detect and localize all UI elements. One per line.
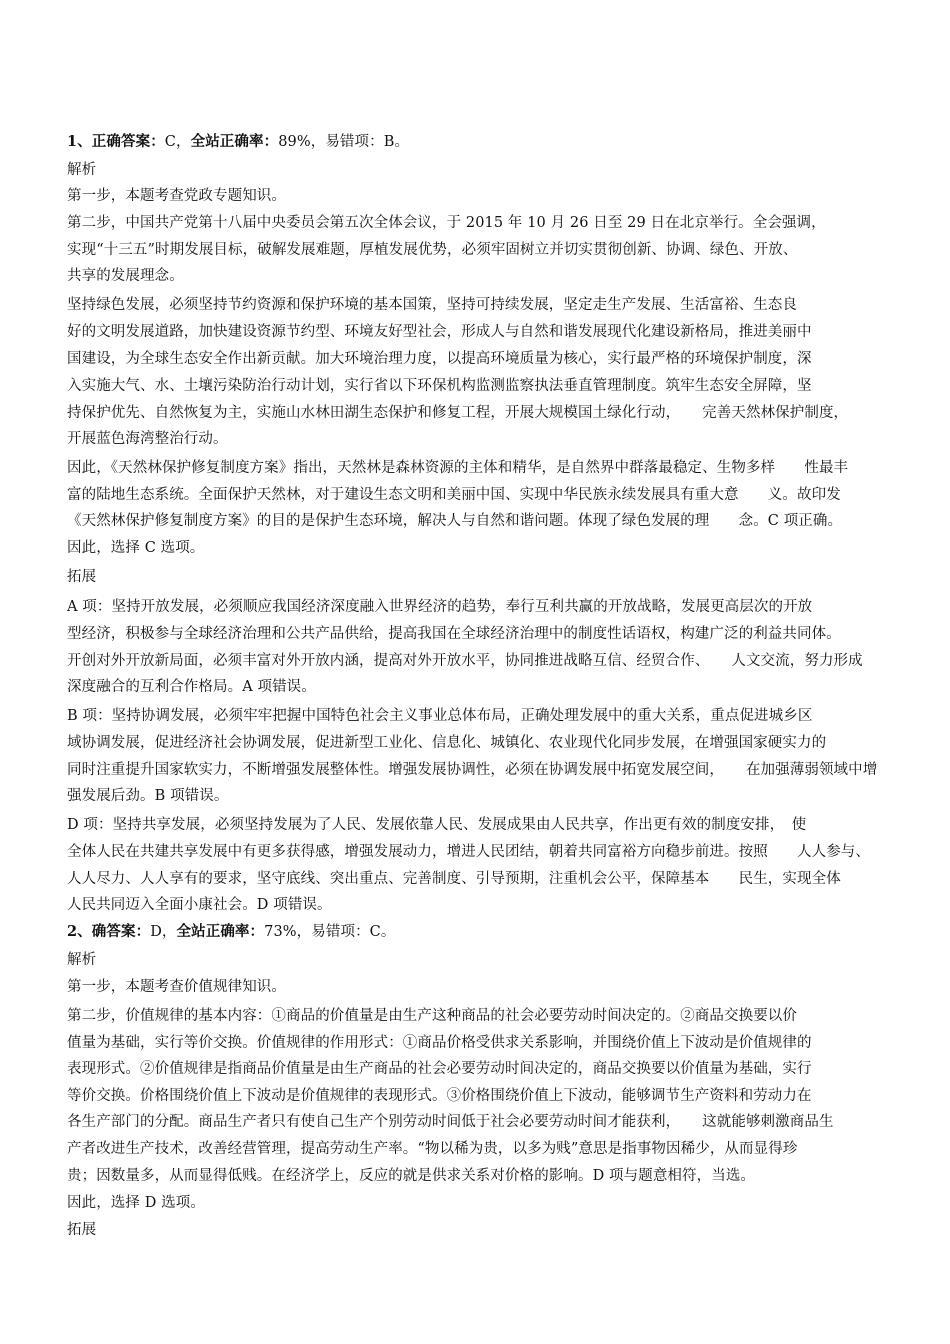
select-answer: 因此，选择 C 选项。	[67, 540, 205, 556]
answer-value: C，	[164, 134, 191, 150]
option-d-line: D 项：坚持共享发展，必须坚持发展为了人民、发展依靠人民、发展成果由人民共享，作出更有效的制度安排， 使	[67, 817, 807, 833]
rate-label: 全站正确率：	[190, 133, 279, 150]
conclusion-line: 《天然林保护修复制度方案》的目的是保护生态环境，解决人与自然和谐问题。体现了绿色发展的理 念。C 项正确。	[67, 513, 843, 529]
option-b-line: 域协调发展，促进经济社会协调发展，促进新型工业化、信息化、城镇化、农业现代化同步发展，在增强国家硬实力的	[67, 735, 827, 751]
option-b-line: 强发展后劲。B 项错误。	[67, 788, 229, 804]
rate-value: 89%，易错项：B。	[278, 134, 410, 150]
option-d-line: 全体人民在共建共享发展中有更多获得感，增强发展动力，增进人民团结，朝着共同富裕方向稳步前进。按照 人人参与、	[67, 844, 870, 860]
extension-title: 拓展	[67, 1222, 97, 1238]
analysis-title: 解析	[67, 162, 97, 178]
step-two-line: 实现“十三五”时期发展目标，破解发展难题，厚植发展优势，必须牢固树立并切实贯彻创新、协调、绿色、开放、	[67, 242, 798, 258]
question-2-header	[67, 922, 395, 942]
step-two-line: 表现形式。②价值规律是指商品价值量是由生产商品的社会必要劳动时间决定的，商品交换要以价值量为基础，实行	[67, 1061, 812, 1077]
answer-label: 确答案：	[91, 923, 151, 940]
question-1-header	[67, 132, 409, 152]
step-two-line: 贵；因数量多，从而显得低贱。在经济学上，反应的就是供求关系对价格的影响。D 项与题意相符，当选。	[67, 1168, 756, 1184]
green-development-line: 入实施大气、水、土壤污染防治行动计划，实行省以下环保机构监测监察执法垂直管理制度。筑牢生态安全屏障，坚	[67, 378, 812, 394]
green-development-line: 坚持绿色发展，必须坚持节约资源和保护环境的基本国策，坚持可持续发展，坚定走生产发展、生活富裕、生态良	[67, 297, 797, 313]
question-number: 1、	[67, 133, 92, 150]
green-development-line: 开展蓝色海湾整治行动。	[67, 431, 228, 447]
select-answer: 因此，选择 D 选项。	[67, 1195, 205, 1211]
step-two-line: 共享的发展理念。	[67, 268, 184, 284]
option-a-line: A 项：坚持开放发展，必须顺应我国经济深度融入世界经济的趋势，奉行互利共赢的开放战略，发展更高层次的开放	[67, 599, 813, 615]
analysis-title: 解析	[67, 952, 97, 968]
option-b-line: B 项：坚持协调发展，必须牢牢把握中国特色社会主义事业总体布局，正确处理发展中的重大关系，重点促进城乡区	[67, 708, 813, 724]
option-a-line: 开创对外开放新局面，必须丰富对外开放内涵，提高对外开放水平，协同推进战略互信、经贸合作、 人文交流，努力形成	[67, 653, 863, 669]
rate-label: 全站正确率：	[176, 923, 265, 940]
step-two-line: 第二步，价值规律的基本内容：①商品的价值量是由生产这种商品的社会必要劳动时间决定的。②商品交换要以价	[67, 1008, 797, 1024]
green-development-line: 持保护优先、自然恢复为主，实施山水林田湖生态保护和修复工程，开展大规模国土绿化行动， 完善天然林保护制度，	[67, 405, 849, 421]
conclusion-line: 富的陆地生态系统。全面保护天然林，对于建设生态文明和美丽中国、实现中华民族永续发展具有重大意 义。故印发	[67, 487, 841, 503]
step-one: 第一步，本题考查价值规律知识。	[67, 979, 286, 995]
step-two-line: 各生产部门的分配。商品生产者只有使自己生产个别劳动时间低于社会必要劳动时间才能获利， 这就能够刺激商品生	[67, 1114, 834, 1130]
step-two-line: 等价交换。价格围绕价值上下波动是价值规律的表现形式。③价格围绕价值上下波动，能够调节生产资料和劳动力在	[67, 1088, 812, 1104]
step-two-line: 产者改进生产技术，改善经营管理，提高劳动生产率。“物以稀为贵，以多为贱”意思是指事物因稀少，从而显得珍	[67, 1141, 798, 1157]
step-one: 第一步，本题考查党政专题知识。	[67, 188, 286, 204]
step-two-line: 值量为基础，实行等价交换。价值规律的作用形式：①商品价格受供求关系影响，并围绕价值上下波动是价值规律的	[67, 1035, 812, 1051]
rate-value: 73%，易错项：C。	[264, 924, 396, 940]
option-d-line: 人人尽力、人人享有的要求，坚守底线、突出重点、完善制度、引导预期，注重机会公平，保障基本 民生，实现全体	[67, 871, 841, 887]
conclusion-line: 因此，《天然林保护修复制度方案》指出，天然林是森林资源的主体和精华，是自然界中群落最稳定、生物多样 性最丰	[67, 460, 849, 476]
green-development-line: 国建设，为全球生态安全作出新贡献。加大环境治理力度，以提高环境质量为核心，实行最严格的环境保护制度，深	[67, 351, 812, 367]
option-b-line: 同时注重提升国家软实力，不断增强发展整体性。增强发展协调性，必须在协调发展中拓宽发展空间， 在加强薄弱领域中增	[67, 762, 878, 778]
answer-label: 正确答案：	[91, 133, 165, 150]
option-d-line: 人民共同迈入全面小康社会。D 项错误。	[67, 897, 332, 913]
extension-title: 拓展	[67, 569, 97, 585]
answer-value: D，	[150, 924, 177, 940]
question-number: 2、	[67, 923, 92, 940]
option-a-line: 深度融合的互利合作格局。A 项错误。	[67, 679, 316, 695]
option-a-line: 型经济，积极参与全球经济治理和公共产品供给，提高我国在全球经济治理中的制度性话语权，构建广泛的利益共同体。	[67, 626, 841, 642]
step-two-line: 第二步，中国共产党第十八届中央委员会第五次全体会议，于 2015 年 10 月 26 日至 29 日在北京举行。全会强调，	[67, 215, 826, 231]
green-development-line: 好的文明发展道路，加快建设资源节约型、环境友好型社会，形成人与自然和谐发展现代化建设新格局，推进美丽中	[67, 324, 812, 340]
